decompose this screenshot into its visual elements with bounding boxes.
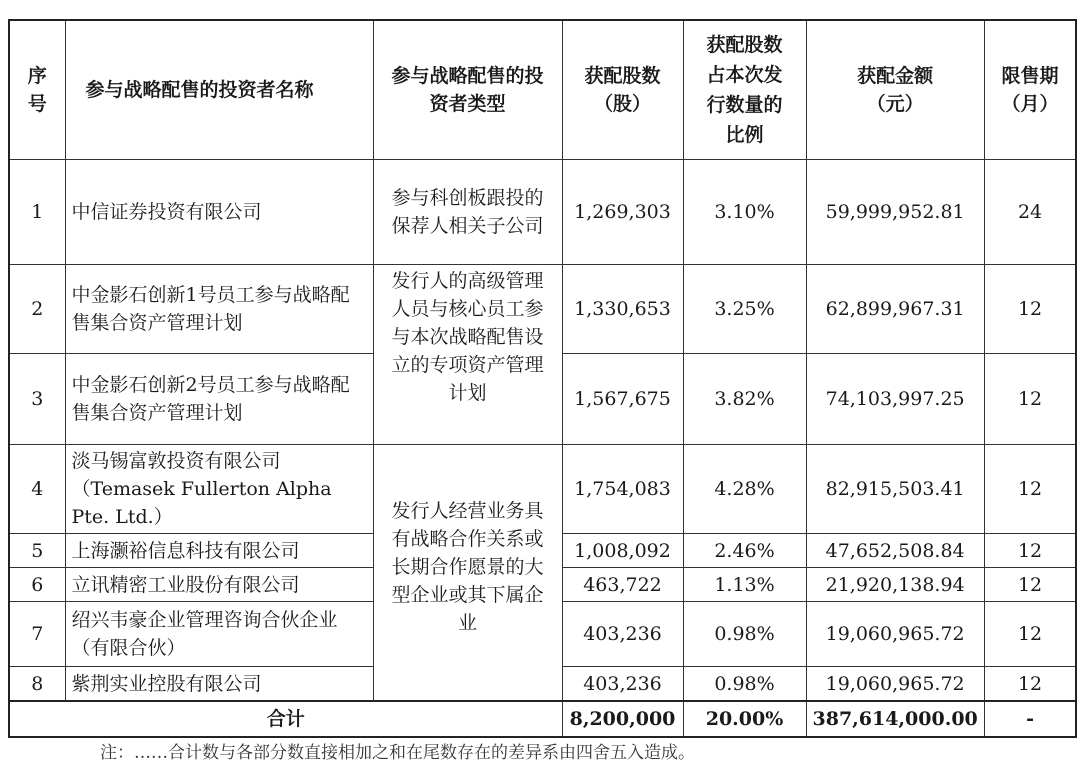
row-index: 4 [9, 445, 65, 534]
total-row [9, 701, 1076, 737]
row-investor-name: 中信证券投资有限公司 [65, 160, 373, 265]
table-header-row [9, 20, 1076, 160]
row-index: 7 [9, 602, 65, 667]
header-investor-type: 参与战略配售的投资者类型 [373, 20, 562, 160]
table-row [9, 160, 1076, 265]
row-amount: 59,999,952.81 [806, 160, 984, 265]
row-amount: 47,652,508.84 [806, 534, 984, 568]
row-amount: 19,060,965.72 [806, 667, 984, 702]
row-ratio: 3.25% [683, 265, 806, 354]
row-index: 1 [9, 160, 65, 265]
row-investor-type: 参与科创板跟投的保荐人相关子公司 [373, 160, 562, 265]
row-investor-name: 绍兴韦豪企业管理咨询合伙企业（有限合伙） [65, 602, 373, 667]
header-lockup: 限售期（月） [984, 20, 1076, 160]
row-index: 2 [9, 265, 65, 354]
row-shares: 1,567,675 [562, 354, 683, 445]
total-shares: 8,200,000 [562, 701, 683, 737]
total-ratio: 20.00% [683, 701, 806, 737]
row-shares: 1,330,653 [562, 265, 683, 354]
row-investor-name: 淡马锡富敦投资有限公司（Temasek Fullerton Alpha Pte. Ltd.） [65, 445, 373, 534]
row-lockup: 12 [984, 445, 1076, 534]
row-ratio: 2.46% [683, 534, 806, 568]
row-shares: 1,269,303 [562, 160, 683, 265]
row-amount: 62,899,967.31 [806, 265, 984, 354]
total-lockup: - [984, 701, 1076, 737]
row-lockup: 24 [984, 160, 1076, 265]
header-index: 序号 [9, 20, 65, 160]
row-ratio: 3.82% [683, 354, 806, 445]
row-investor-type: 发行人经营业务具有战略合作关系或长期合作愿景的大型企业或其下属企业 [373, 445, 562, 702]
header-amount: 获配金额（元） [806, 20, 984, 160]
row-index: 6 [9, 568, 65, 602]
row-amount: 82,915,503.41 [806, 445, 984, 534]
row-ratio: 0.98% [683, 602, 806, 667]
row-ratio: 4.28% [683, 445, 806, 534]
total-amount: 387,614,000.00 [806, 701, 984, 737]
row-amount: 21,920,138.94 [806, 568, 984, 602]
row-investor-type: 发行人的高级管理人员与核心员工参与本次战略配售设立的专项资产管理计划 [373, 265, 562, 445]
row-investor-name: 紫荆实业控股有限公司 [65, 667, 373, 702]
row-lockup: 12 [984, 568, 1076, 602]
footnote: 注：……合计数与各部分数直接相加之和在尾数存在的差异系由四舍五入造成。 [100, 743, 695, 763]
header-allocated-shares: 获配股数（股） [562, 20, 683, 160]
row-ratio: 0.98% [683, 667, 806, 702]
row-lockup: 12 [984, 354, 1076, 445]
row-lockup: 12 [984, 667, 1076, 702]
total-label: 合计 [9, 701, 562, 737]
row-investor-name: 中金影石创新2号员工参与战略配售集合资产管理计划 [65, 354, 373, 445]
row-amount: 74,103,997.25 [806, 354, 984, 445]
row-index: 5 [9, 534, 65, 568]
header-ratio: 获配股数占本次发行数量的比例 [683, 20, 806, 160]
strategic-placement-table [8, 19, 1077, 738]
row-investor-name: 上海灏裕信息科技有限公司 [65, 534, 373, 568]
row-shares: 1,754,083 [562, 445, 683, 534]
row-shares: 463,722 [562, 568, 683, 602]
row-shares: 403,236 [562, 667, 683, 702]
row-lockup: 12 [984, 265, 1076, 354]
row-shares: 1,008,092 [562, 534, 683, 568]
row-ratio: 1.13% [683, 568, 806, 602]
row-investor-name: 中金影石创新1号员工参与战略配售集合资产管理计划 [65, 265, 373, 354]
row-investor-name: 立讯精密工业股份有限公司 [65, 568, 373, 602]
row-shares: 403,236 [562, 602, 683, 667]
row-ratio: 3.10% [683, 160, 806, 265]
row-lockup: 12 [984, 602, 1076, 667]
header-investor-name: 参与战略配售的投资者名称 [65, 20, 373, 160]
table-row [9, 265, 1076, 354]
row-lockup: 12 [984, 534, 1076, 568]
table-row [9, 445, 1076, 534]
row-index: 3 [9, 354, 65, 445]
row-index: 8 [9, 667, 65, 702]
row-amount: 19,060,965.72 [806, 602, 984, 667]
